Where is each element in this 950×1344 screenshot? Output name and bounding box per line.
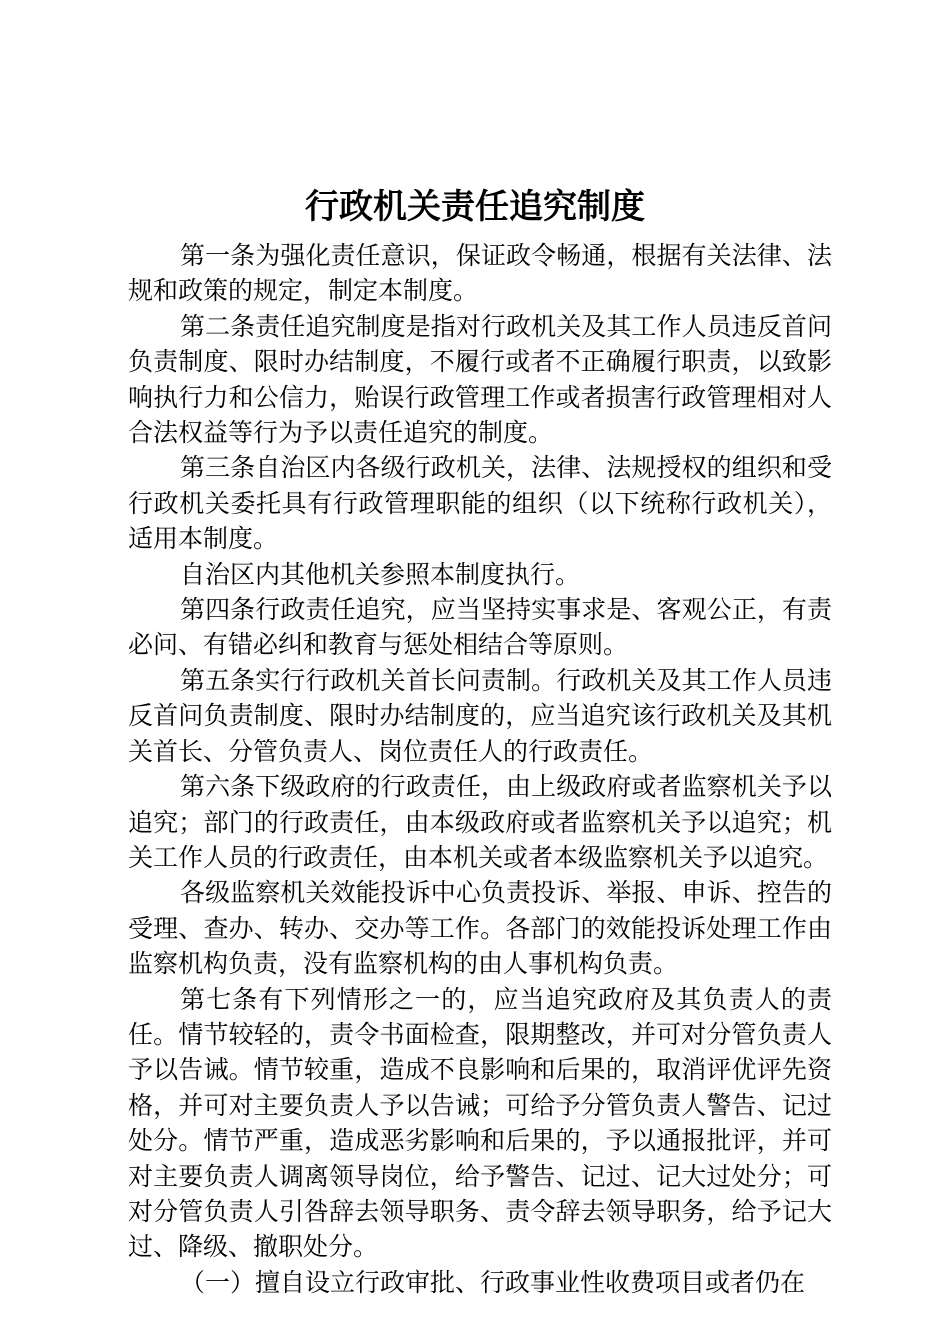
paragraph-article-7-item-1: （一）擅自设立行政审批、行政事业性收费项目或者仍在 [180,1267,806,1297]
paragraph-article-7: 第七条有下列情形之一的，应当追究政府及其负责人的责任。情节较轻的，责令书面检查，限期整改，并可对分管负责人予以告诫。情节较重，造成不良影响和后果的，取消评优评先资格，并可对主要负责人予以告诫；可给予分管负责人警告、记过处分。情节严重，造成恶劣影响和后果的，予以通报批评，并可对主要负责人调离领导岗位，给予警告、记过、记大过处分；可对分管负责人引咎辞去领导职务、责令辞去领导职务，给予记大过、降级、撤职处分。 [128,984,832,1262]
paragraph-article-1: 第一条为强化责任意识，保证政令畅通，根据有关法律、法规和政策的规定，制定本制度。 [128,241,832,306]
paragraph-article-3: 第三条自治区内各级行政机关，法律、法规授权的组织和受行政机关委托具有行政管理职能的组织（以下统称行政机关），适用本制度。 [128,453,832,554]
paragraph-article-3-supplement: 自治区内其他机关参照本制度执行。 [180,559,581,589]
document-title: 行政机关责任追究制度 [305,187,645,227]
paragraph-article-2: 第二条责任追究制度是指对行政机关及其工作人员违反首问负责制度、限时办结制度，不履行或者不正确履行职责，以致影响执行力和公信力，贻误行政管理工作或者损害行政管理相对人合法权益等行为予以责任追究的制度。 [128,311,832,448]
paragraph-article-4: 第四条行政责任追究，应当坚持实事求是、客观公正，有责必问、有错必纠和教育与惩处相结合等原则。 [128,595,832,660]
document-body [128,238,832,1300]
paragraph-article-5: 第五条实行行政机关首长问责制。行政机关及其工作人员违反首问负责制度、限时办结制度的，应当追究该行政机关及其机关首长、分管负责人、岗位责任人的行政责任。 [128,665,832,766]
paragraph-article-6: 第六条下级政府的行政责任，由上级政府或者监察机关予以追究；部门的行政责任，由本级政府或者监察机关予以追究；机关工作人员的行政责任，由本机关或者本级监察机关予以追究。 [128,772,832,872]
paragraph-article-6-supplement: 各级监察机关效能投诉中心负责投诉、举报、申诉、控告的受理、查办、转办、交办等工作。各部门的效能投诉处理工作由监察机构负责，没有监察机构的由人事机构负责。 [128,878,832,979]
